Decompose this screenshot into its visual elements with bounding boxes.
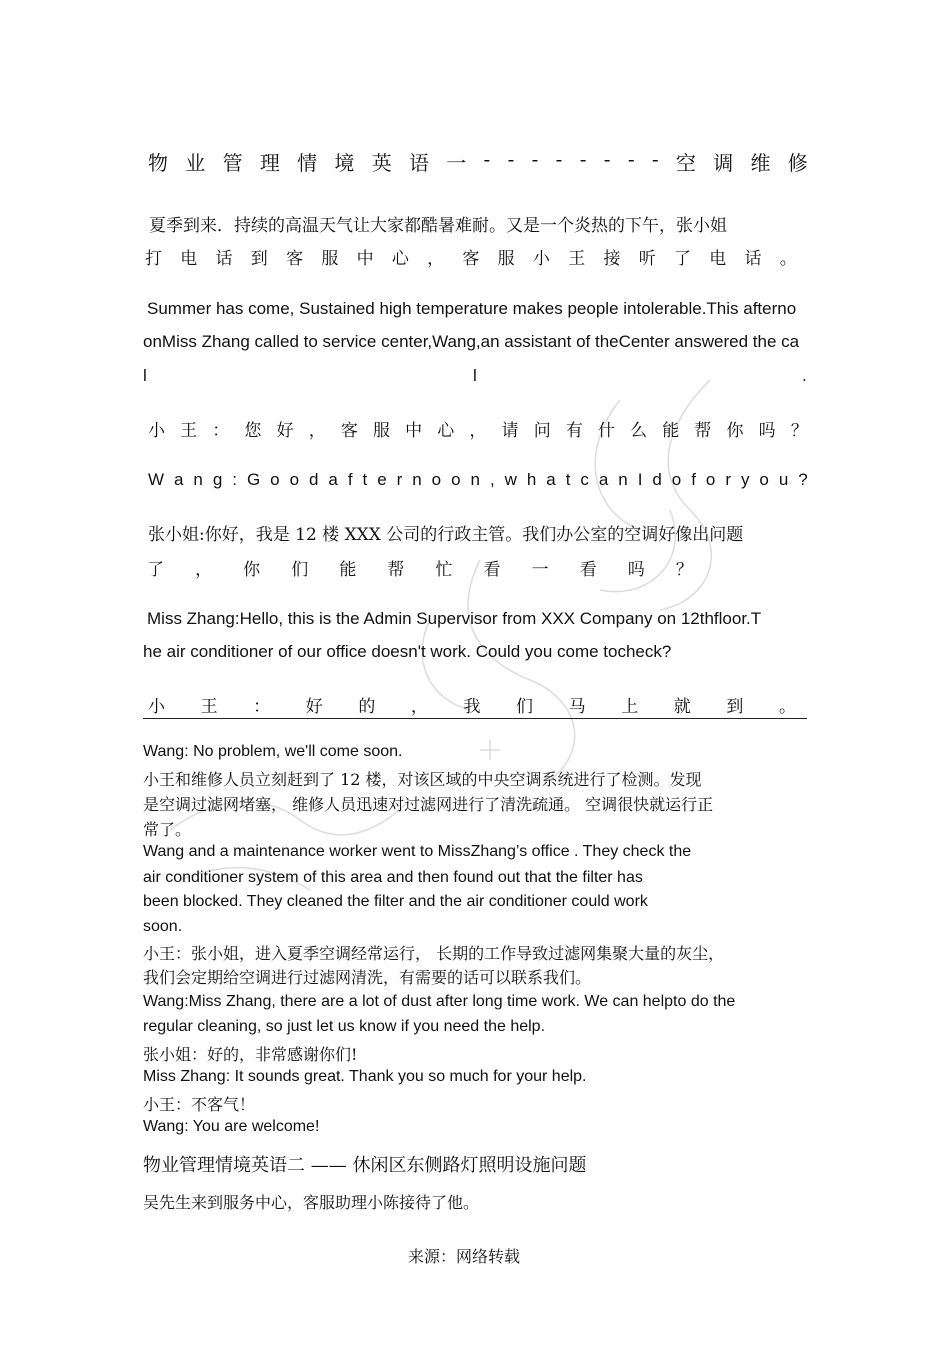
dialog-3-zh-char: ： (253, 697, 271, 717)
intro-zh-char: 话 (744, 249, 762, 269)
intro-zh-line-2 (145, 244, 797, 269)
dialog-1-en-char: d (652, 470, 662, 489)
title-char: - (627, 147, 635, 171)
dialog-1-zh-char: 问 (533, 421, 551, 441)
horizontal-rule (143, 718, 807, 719)
intro-zh-char: 到 (250, 249, 268, 269)
dialog-1-en-char: t (362, 470, 368, 489)
dialog-2-zh-char: 吗 (627, 560, 645, 580)
watermark-graphic (150, 360, 770, 920)
intro-zh-char: 听 (638, 249, 656, 269)
title-char: 一 (446, 151, 467, 175)
dialog-1-zh-char: 您 (244, 421, 262, 441)
dialog-1-en-char: g (212, 470, 223, 489)
title-char: - (507, 147, 515, 171)
dialog-1-zh-char: 服 (372, 421, 390, 441)
wang-advice-en-line-1: Wang:Miss Zhang, there are a lot of dust after long time work. We can helpto do the (143, 993, 736, 1010)
intro-zh-char: 客 (286, 249, 304, 269)
dialog-1-zh-char: 什 (597, 421, 615, 441)
dialog-3-zh-char: 就 (673, 697, 691, 717)
title-char: 空 (675, 151, 696, 175)
intro-zh-char: 打 (145, 249, 162, 269)
narration-en-line-3: been blocked. They cleaned the filter and the air conditioner could work (143, 893, 648, 910)
dialog-1-zh-char: 能 (662, 421, 680, 441)
dialog-1-zh-char: 客 (340, 421, 358, 441)
dialog-1-zh-char: 心 (437, 421, 455, 441)
intro-en-line-3-a: l (143, 366, 147, 385)
dialog-1-en-char: h (526, 470, 537, 489)
narration-en-line-4: soon. (143, 918, 183, 935)
dialog-1-zh-char: 王 (180, 421, 198, 441)
intro-zh-char: 电 (709, 249, 727, 269)
dialog-1-en-char: o (705, 470, 716, 489)
intro-zh-char: 客 (462, 249, 480, 269)
dialog-1-en-char: I (637, 470, 643, 489)
dialog-3-zh-char: 的 (358, 697, 376, 717)
title-char: 修 (787, 151, 808, 175)
intro-zh-char: 了 (673, 249, 691, 269)
title-char: 理 (259, 151, 280, 175)
dialog-1-en-char: f (347, 470, 353, 489)
dialog-3-zh-char: 上 (621, 697, 639, 717)
title-char: - (555, 147, 563, 171)
dialog-1-en (148, 470, 808, 490)
dialog-3-zh-char: 马 (568, 697, 586, 717)
dialog-1-en-char: a (174, 470, 184, 489)
dialog-2-en-line-1: Miss Zhang:Hello, this is the Admin Supervisor from XXX Company on 12thfloor.T (147, 609, 762, 628)
title-char: - (651, 147, 659, 171)
title-char: - (531, 147, 539, 171)
dialog-3-zh-char: 们 (516, 697, 534, 717)
title-char: - (483, 147, 491, 171)
dialog-1-en-char: ? (798, 470, 808, 489)
source-footer: 来源：网络转载 (408, 1247, 521, 1266)
dialog-1-en-char: o (289, 470, 300, 489)
dialog-1-en-char: d (308, 470, 319, 489)
title-char: 情 (297, 151, 318, 175)
dialog-1-en-char: n (193, 470, 203, 489)
dialog-1-en-char: o (270, 470, 280, 489)
dialog-2-zh-char: ， (195, 560, 213, 580)
section-2-title: 物业管理情境英语二 —— 休闲区东侧路灯照明设施问题 (143, 1155, 587, 1176)
dialog-1-en-char: a (546, 470, 556, 489)
intro-zh-char: 王 (568, 249, 586, 269)
dialog-1-zh-char: 小 (148, 421, 165, 441)
dialog-1-zh-char: 请 (501, 421, 519, 441)
dialog-1-en-char: o (431, 470, 442, 489)
dialog-1-en-char: o (671, 470, 682, 489)
title-char: 管 (222, 151, 243, 175)
narration-zh-line-2: 是空调过滤网堵塞， 维修人员迅速对过滤网进行了清洗疏通。 空调很快就运行正 (143, 795, 714, 814)
dialog-2-zh-char: 帮 (387, 560, 405, 580)
dialog-1-zh-char: 吗 (758, 421, 776, 441)
intro-zh-char: 小 (532, 249, 550, 269)
dialog-3-zh (148, 692, 796, 717)
dialog-1-en-char: G (246, 470, 261, 489)
dialog-1-zh-char: ： (212, 421, 230, 441)
dialog-1-en-char: y (740, 470, 750, 489)
dialog-2-zh-char: 能 (339, 560, 357, 580)
narration-zh-line-1: 小王和维修人员立刻赶到了 12 楼，对该区域的中央空调系统进行了检测。发现 (143, 770, 702, 789)
dialog-1-en-char: n (470, 470, 480, 489)
wang-advice-zh-line-2: 我们会定期给空调进行过滤网清洗，有需要的话可以联系我们。 (143, 968, 592, 987)
intro-en-line-1: Summer has come, Sustained high temperature makes people intolerable.This afterno (147, 299, 797, 318)
dialog-1-zh-char: 好 (276, 421, 294, 441)
dialog-2-zh-char: 忙 (435, 560, 453, 580)
dialog-2-zh-char: 看 (579, 560, 597, 580)
dialog-1-en-char: , (489, 470, 495, 489)
dialog-1-en-char: n (618, 470, 628, 489)
intro-zh-char: 服 (497, 249, 515, 269)
dialog-1-en-char: a (598, 470, 609, 489)
wang-reply-en: Wang: No problem, we'll come soon. (143, 743, 403, 760)
title-char: 英 (371, 151, 392, 175)
dialog-1-zh (148, 416, 808, 441)
wang-welcome-en: Wang: You are welcome! (143, 1118, 320, 1135)
dialog-2-zh-line-1: 张小姐:你好，我是 12 楼 XXX 公司的行政主管。我们办公室的空调好像出问题 (148, 525, 744, 545)
dialog-3-zh-char: 。 (778, 697, 796, 717)
dialog-1-zh-char: ？ (790, 421, 808, 441)
intro-en-line-3-b: l (473, 366, 477, 385)
dialog-1-zh-char: 中 (405, 421, 423, 441)
title-char: 物 (148, 151, 168, 175)
dialog-1-en-char: f (691, 470, 696, 489)
dialog-1-zh-char: 你 (726, 421, 744, 441)
dialog-3-zh-char: 我 (463, 697, 481, 717)
title-char: 调 (713, 151, 734, 175)
dialog-1-en-char: w (504, 470, 517, 489)
dialog-2-zh-char: 看 (483, 560, 501, 580)
dialog-1-zh-char: ， (308, 421, 326, 441)
wang-advice-en-line-2: regular cleaning, so just let us know if you need the help. (143, 1018, 546, 1035)
intro-zh-char: 服 (321, 249, 339, 269)
dialog-1-en-char: n (412, 470, 422, 489)
title-char: - (579, 147, 587, 171)
document-title (148, 147, 808, 176)
dialog-3-zh-char: 好 (305, 697, 323, 717)
dialog-1-en-char: c (580, 470, 589, 489)
dialog-2-zh-char: 一 (531, 560, 549, 580)
dialog-1-en-char: r (396, 470, 403, 489)
dialog-1-zh-char: ， (469, 421, 487, 441)
dialog-3-zh-char: 到 (726, 697, 744, 717)
intro-en-line-2: onMiss Zhang called to service center,Wang,an assistant of theCenter answered the ca (143, 332, 800, 351)
zhang-thanks-zh: 张小姐：好的，非常感谢你们! (143, 1045, 358, 1064)
dialog-2-zh-line-2 (147, 555, 693, 580)
dialog-1-en-char: e (377, 470, 387, 489)
dialog-1-en-char: : (232, 470, 237, 489)
wang-advice-zh-line-1: 小王：张小姐，进入夏季空调经常运行， 长期的工作导致过滤网集聚大量的灰尘， (143, 944, 725, 963)
narration-en-line-1: Wang and a maintenance worker went to MissZhang’s office . They check the (143, 843, 692, 860)
title-char: 境 (334, 151, 355, 175)
dialog-1-en-char: t (565, 470, 571, 489)
wang-welcome-zh: 小王：不客气！ (143, 1095, 256, 1114)
dialog-1-en-char: o (759, 470, 769, 489)
dialog-1-en-char: r (725, 470, 731, 489)
section-2-intro: 吴先生来到服务中心，客服助理小陈接待了他。 (143, 1193, 480, 1212)
dialog-1-en-char: u (778, 470, 789, 489)
dialog-2-zh-char: 你 (243, 560, 261, 580)
dialog-1-en-char: a (328, 470, 338, 489)
intro-zh-char: 接 (603, 249, 621, 269)
dialog-1-en-char: o (451, 470, 461, 489)
title-char: 语 (408, 151, 429, 175)
dialog-3-zh-char: 王 (200, 697, 218, 717)
intro-zh-char: 中 (356, 249, 374, 269)
title-char: 维 (750, 151, 771, 175)
dialog-3-zh-char: 小 (148, 697, 165, 717)
intro-zh-char: 心 (391, 249, 409, 269)
dialog-1-zh-char: 么 (630, 421, 648, 441)
dialog-2-zh-char: ？ (675, 560, 693, 580)
intro-zh-char: 话 (215, 249, 233, 269)
dialog-1-en-char: W (148, 470, 165, 489)
dialog-2-zh-char: 了 (147, 560, 164, 580)
title-char: - (603, 147, 611, 171)
dialog-1-zh-char: 帮 (694, 421, 712, 441)
title-char: 业 (185, 151, 206, 175)
intro-en-line-3-c: . (802, 366, 807, 385)
intro-zh-char: 电 (180, 249, 198, 269)
narration-zh-line-3: 常了。 (143, 820, 192, 839)
narration-en-line-2: air conditioner system of this area and then found out that the filter has (143, 869, 643, 886)
dialog-1-zh-char: 有 (565, 421, 583, 441)
zhang-thanks-en: Miss Zhang: It sounds great. Thank you so much for your help. (143, 1068, 587, 1085)
intro-zh-line-1: 夏季到来．持续的高温天气让大家都酷暑难耐。又是一个炎热的下午，张小姐 (149, 216, 727, 236)
intro-zh-char: ， (427, 249, 445, 269)
dialog-3-zh-char: ， (410, 697, 428, 717)
intro-zh-char: 。 (779, 249, 797, 269)
dialog-2-en-line-2: he air conditioner of our office doesn't work. Could you come tocheck? (143, 642, 672, 661)
dialog-2-zh-char: 们 (291, 560, 309, 580)
